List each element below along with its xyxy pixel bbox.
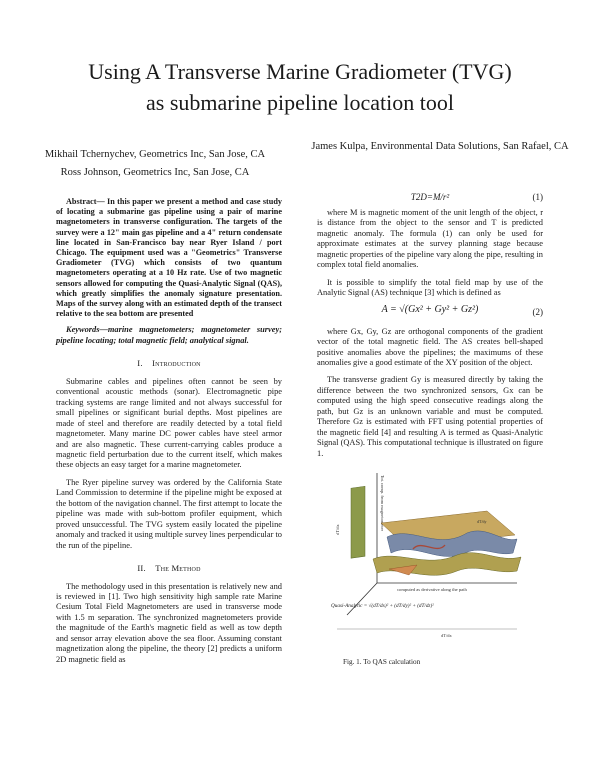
keywords: Keywords—marine magnetometers; magnetometer survey; pipeline locating; total magnetic field; analytical signal. bbox=[56, 325, 282, 345]
method-paragraph-1: The methodology used in this presentation is relatively new and is reviewed in [1]. Two high sensitivity high sample rate Marine Cesium Total Field Magnetometers are used in transverse mode with 1.5 m separation. The synchronized magnetometers provide the magnitude of the Earth's magnetic field as well as tow depth and sensor array elevation above the sea floor. Assuming constant magnetization along the pipeline, the theory [2] predicts a uniform 2D magnetic field as bbox=[56, 581, 282, 664]
right-paragraph-1: where M is magnetic moment of the unit length of the object, r is distance from the object to the sensor and T is predicted magnetic anomaly. The formula (1) can only be used for approximate estimates at the survey planning stage because magnetic properties of the pipeline vary along the pipe, resulting in complex total field anomalies. bbox=[317, 208, 543, 270]
author-kulpa: James Kulpa, Environmental Data Solutions, San Rafael, CA bbox=[311, 141, 569, 152]
intro-paragraph-2: The Ryer pipeline survey was ordered by the California State Land Commission to determine if the pipeline might be exposed at the bottom of the navigation channel. The first attempt to locate the pipeline was made with sub-bottom profiler equipment, which proved unsuccessful. The TVG system easily located the pipeline anomaly and tracked it using multiple survey lines perpendicular to the run of the pipeline. bbox=[56, 477, 282, 550]
author-tchernychev: Mikhail Tchernychev, Geometrics Inc, San Jose, CA bbox=[44, 149, 266, 160]
figure-axis-diagonal bbox=[347, 583, 377, 615]
figure-gz-label: dT/dz bbox=[335, 524, 340, 536]
right-paragraph-3: where Gx, Gy, Gz are orthogonal components of the gradient vector of the total magnetic field. The AS creates bell-shaped positive anomalies above the pipelines; the maximums of these anomalies give a good estimate of the XY position of the object. bbox=[317, 326, 543, 367]
paper-title bbox=[40, 56, 560, 118]
title-line-2: as submarine pipeline location tool bbox=[146, 90, 454, 115]
right-column bbox=[317, 188, 543, 668]
section-2-number: II. bbox=[137, 563, 146, 574]
section-1-number: I. bbox=[137, 358, 143, 369]
right-paragraph-2: It is possible to simplify the total field map by use of the Analytic Signal (AS) technique [3] which is defined as bbox=[317, 277, 543, 298]
figure-gz-band bbox=[351, 486, 365, 558]
abstract: Abstract— In this paper we present a method and case study of locating a submarine gas pipeline using a pair of marine magnetometers in transverse configuration. The targets of the survey were a 12" main gas pipeline and a 4" return condensate line located in San-Francisco bay near Ryer Island / port Chicago. The equipment used was a "Geometrics" Transverse Gradiometer (TVG) which consists of two quantum magnetometers operating at a 10 Hz rate. Use of two magnetic sensors allowed for computing the Quasi-Analytic Signal (QAS), which greatly simplifies the anomaly signature presentation. Maps of the survey along with an estimated depth of the transect relative to the sea bottom are presented bbox=[56, 197, 282, 319]
section-1-heading bbox=[56, 358, 282, 368]
right-paragraph-4: The transverse gradient Gy is measured directly by taking the difference between the two synchronized sensors, Gx can be computed using the high speed consecutive readings along the path, but Gz is an unknown variable and must be computed. Therefore Gz is estimated with FFT using potential properties of the magnetic field [4] and resulting A is termed as Quasi-Analytic Signal (QAS). This computational technique is illustrated on figure 1. bbox=[317, 375, 543, 458]
equation-1-number: (1) bbox=[532, 192, 543, 202]
author-johnson: Ross Johnson, Geometrics Inc, San Jose, CA bbox=[60, 167, 250, 178]
equation-1 bbox=[317, 188, 543, 208]
figure-1-caption: Fig. 1. To QAS calculation bbox=[343, 658, 421, 667]
intro-paragraph-1: Submarine cables and pipelines often cannot be seen by conventional acoustic methods (sonar). Electromagnetic pipe tracking systems are range limited and not always successful for small pipelines or significant burial depths. Most pipelines are made of steel and therefore are readily detected by a total field magnetometer. Many marine DC power cables have steel armor and are also magnetic. These current-carrying cables produce a magnetic field perturbation due to the current itself, which makes these objects an easy target for a marine magnetometer. bbox=[56, 376, 282, 470]
equation-2-number: (2) bbox=[532, 306, 543, 317]
equation-2 bbox=[317, 299, 543, 327]
figure-gy-label: dT/dy bbox=[477, 519, 487, 525]
figure-derivative-label: computed as derivative along the path bbox=[397, 587, 467, 593]
figure-formula: Quasi-Analytic = √(dT/dx)² + (dT/dy)² + (dT/dz)² bbox=[331, 603, 434, 610]
figure-1-diagram bbox=[317, 465, 543, 645]
section-2-title: The Method bbox=[155, 563, 201, 574]
figure-axis-vertical-label: Tot. comp. from magnetometer bbox=[380, 475, 385, 532]
equation-2-formula: A = √(Gx² + Gy² + Gz²) bbox=[381, 303, 479, 315]
equation-1-formula: T2D=M/r² bbox=[410, 192, 450, 202]
section-2-heading bbox=[56, 563, 282, 573]
figure-bottom-label: dT/dx bbox=[441, 633, 452, 639]
section-1-title: Introduction bbox=[152, 358, 201, 369]
left-column bbox=[56, 197, 282, 665]
figure-1 bbox=[317, 465, 543, 655]
title-line-1: Using A Transverse Marine Gradiometer (TVG) bbox=[88, 59, 512, 84]
